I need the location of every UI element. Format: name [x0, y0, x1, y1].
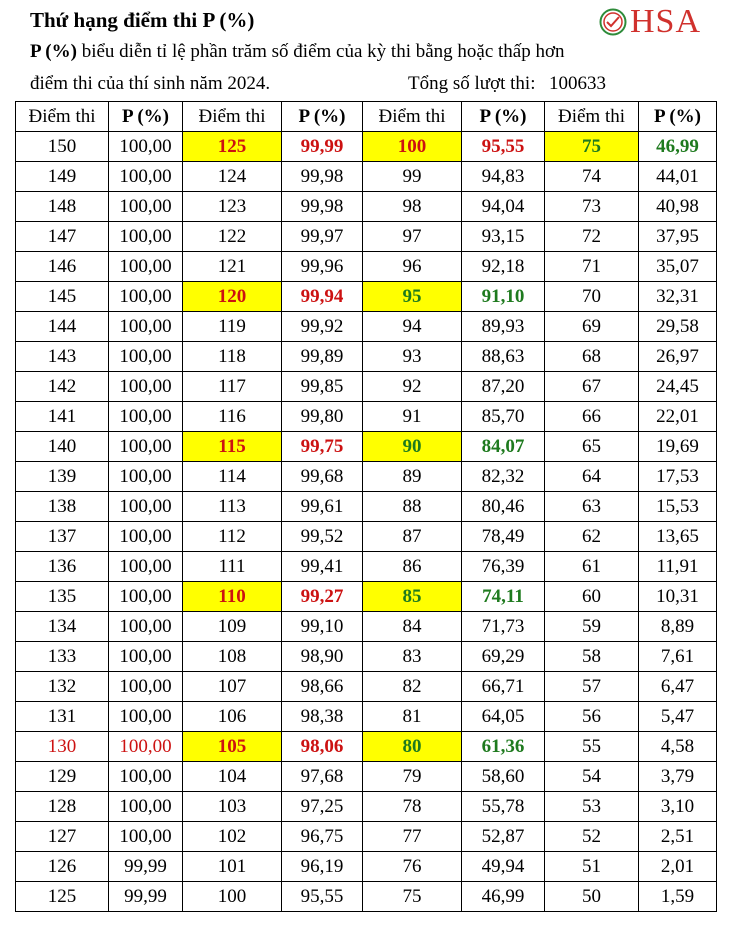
percent-cell: 15,53	[639, 492, 717, 522]
percent-cell: 99,85	[282, 372, 363, 402]
percent-cell: 8,89	[639, 612, 717, 642]
score-table	[15, 101, 717, 912]
description	[30, 38, 720, 66]
score-cell: 126	[16, 852, 109, 882]
percent-cell: 100,00	[109, 642, 183, 672]
score-cell: 146	[16, 252, 109, 282]
score-cell: 116	[183, 402, 282, 432]
score-cell: 111	[183, 552, 282, 582]
score-cell: 105	[183, 732, 282, 762]
percent-cell: 19,69	[639, 432, 717, 462]
percent-cell: 7,61	[639, 642, 717, 672]
total-value: 100633	[549, 73, 606, 94]
percent-cell: 22,01	[639, 402, 717, 432]
description-rest: biểu diễn tỉ lệ phần trăm số điểm của kỳ thi bằng hoặc thấp hơn	[76, 41, 565, 62]
score-cell: 87	[363, 522, 462, 552]
percent-cell: 100,00	[109, 552, 183, 582]
percent-cell: 26,97	[639, 342, 717, 372]
table-row	[16, 282, 717, 312]
percent-cell: 100,00	[109, 822, 183, 852]
score-cell: 62	[545, 522, 639, 552]
score-cell: 150	[16, 132, 109, 162]
percent-cell: 11,91	[639, 552, 717, 582]
score-cell: 118	[183, 342, 282, 372]
percent-cell: 97,25	[282, 792, 363, 822]
score-cell: 140	[16, 432, 109, 462]
percent-cell: 100,00	[109, 252, 183, 282]
percent-cell: 100,00	[109, 582, 183, 612]
percent-cell: 52,87	[462, 822, 545, 852]
score-cell: 103	[183, 792, 282, 822]
total-label: Tổng số lượt thi:	[408, 73, 536, 94]
percent-cell: 1,59	[639, 882, 717, 912]
table-row	[16, 882, 717, 912]
table-row	[16, 852, 717, 882]
hsa-logo	[598, 4, 701, 40]
percent-cell: 3,10	[639, 792, 717, 822]
percent-cell: 91,10	[462, 282, 545, 312]
table-row	[16, 642, 717, 672]
percent-cell: 99,99	[109, 882, 183, 912]
percent-cell: 95,55	[282, 882, 363, 912]
score-cell: 139	[16, 462, 109, 492]
percent-cell: 100,00	[109, 132, 183, 162]
percent-cell: 99,98	[282, 192, 363, 222]
score-cell: 99	[363, 162, 462, 192]
score-cell: 109	[183, 612, 282, 642]
table-row	[16, 402, 717, 432]
score-cell: 91	[363, 402, 462, 432]
score-cell: 108	[183, 642, 282, 672]
percent-cell: 2,51	[639, 822, 717, 852]
hsa-emblem-icon	[598, 7, 628, 37]
score-cell: 77	[363, 822, 462, 852]
percent-cell: 69,29	[462, 642, 545, 672]
score-cell: 104	[183, 762, 282, 792]
percent-cell: 98,90	[282, 642, 363, 672]
score-cell: 71	[545, 252, 639, 282]
score-cell: 75	[363, 882, 462, 912]
percent-cell: 37,95	[639, 222, 717, 252]
score-cell: 100	[183, 882, 282, 912]
percent-cell: 55,78	[462, 792, 545, 822]
table-row	[16, 132, 717, 162]
score-cell: 92	[363, 372, 462, 402]
score-cell: 64	[545, 462, 639, 492]
percent-cell: 35,07	[639, 252, 717, 282]
percent-cell: 100,00	[109, 672, 183, 702]
percent-cell: 97,68	[282, 762, 363, 792]
table-row	[16, 252, 717, 282]
table-row	[16, 582, 717, 612]
percent-cell: 80,46	[462, 492, 545, 522]
percent-cell: 100,00	[109, 372, 183, 402]
table-row	[16, 312, 717, 342]
percent-cell: 100,00	[109, 402, 183, 432]
score-cell: 138	[16, 492, 109, 522]
description-bold: P (%)	[30, 41, 77, 62]
score-cell: 137	[16, 522, 109, 552]
score-cell: 113	[183, 492, 282, 522]
percent-cell: 100,00	[109, 762, 183, 792]
score-cell: 145	[16, 282, 109, 312]
percent-cell: 49,94	[462, 852, 545, 882]
score-cell: 66	[545, 402, 639, 432]
score-cell: 129	[16, 762, 109, 792]
percent-cell: 58,60	[462, 762, 545, 792]
header-cell: Điểm thi	[545, 102, 639, 132]
score-cell: 53	[545, 792, 639, 822]
percent-cell: 95,55	[462, 132, 545, 162]
score-cell: 127	[16, 822, 109, 852]
percent-cell: 46,99	[462, 882, 545, 912]
percent-cell: 87,20	[462, 372, 545, 402]
score-cell: 106	[183, 702, 282, 732]
score-cell: 93	[363, 342, 462, 372]
score-cell: 148	[16, 192, 109, 222]
table-row	[16, 432, 717, 462]
score-cell: 81	[363, 702, 462, 732]
score-cell: 136	[16, 552, 109, 582]
table-row	[16, 732, 717, 762]
table-row	[16, 552, 717, 582]
score-cell: 50	[545, 882, 639, 912]
percent-cell: 66,71	[462, 672, 545, 702]
percent-cell: 99,98	[282, 162, 363, 192]
logo-text: HSA	[630, 3, 702, 40]
score-cell: 56	[545, 702, 639, 732]
percent-cell: 99,75	[282, 432, 363, 462]
percent-cell: 100,00	[109, 462, 183, 492]
percent-cell: 13,65	[639, 522, 717, 552]
table-row	[16, 492, 717, 522]
percent-cell: 74,11	[462, 582, 545, 612]
percent-cell: 99,41	[282, 552, 363, 582]
score-cell: 51	[545, 852, 639, 882]
percent-cell: 89,93	[462, 312, 545, 342]
percent-cell: 24,45	[639, 372, 717, 402]
score-cell: 83	[363, 642, 462, 672]
percent-cell: 99,27	[282, 582, 363, 612]
score-cell: 52	[545, 822, 639, 852]
score-cell: 72	[545, 222, 639, 252]
score-cell: 98	[363, 192, 462, 222]
score-cell: 142	[16, 372, 109, 402]
score-cell: 143	[16, 342, 109, 372]
score-cell: 94	[363, 312, 462, 342]
percent-cell: 100,00	[109, 192, 183, 222]
table-header-row	[16, 102, 717, 132]
table-row	[16, 372, 717, 402]
score-cell: 100	[363, 132, 462, 162]
percent-cell: 100,00	[109, 282, 183, 312]
percent-cell: 98,06	[282, 732, 363, 762]
score-cell: 141	[16, 402, 109, 432]
percent-cell: 99,94	[282, 282, 363, 312]
score-cell: 67	[545, 372, 639, 402]
percent-cell: 94,83	[462, 162, 545, 192]
score-cell: 88	[363, 492, 462, 522]
percent-cell: 100,00	[109, 222, 183, 252]
header-cell: P (%)	[282, 102, 363, 132]
table-row	[16, 192, 717, 222]
table-row	[16, 672, 717, 702]
table-body	[16, 132, 717, 912]
score-cell: 110	[183, 582, 282, 612]
table-row	[16, 162, 717, 192]
score-cell: 68	[545, 342, 639, 372]
score-cell: 73	[545, 192, 639, 222]
percent-cell: 100,00	[109, 492, 183, 522]
score-cell: 132	[16, 672, 109, 702]
score-cell: 134	[16, 612, 109, 642]
score-cell: 65	[545, 432, 639, 462]
score-cell: 128	[16, 792, 109, 822]
page-title: Thứ hạng điểm thi P (%)	[30, 8, 255, 32]
percent-cell: 78,49	[462, 522, 545, 552]
percent-cell: 98,66	[282, 672, 363, 702]
score-cell: 101	[183, 852, 282, 882]
percent-cell: 99,96	[282, 252, 363, 282]
percent-cell: 40,98	[639, 192, 717, 222]
score-cell: 80	[363, 732, 462, 762]
percent-cell: 99,80	[282, 402, 363, 432]
score-cell: 63	[545, 492, 639, 522]
percent-cell: 100,00	[109, 312, 183, 342]
header-cell: Điểm thi	[16, 102, 109, 132]
table-row	[16, 822, 717, 852]
percent-cell: 92,18	[462, 252, 545, 282]
table-row	[16, 522, 717, 552]
score-cell: 121	[183, 252, 282, 282]
percent-cell: 10,31	[639, 582, 717, 612]
percent-cell: 100,00	[109, 342, 183, 372]
percent-cell: 100,00	[109, 702, 183, 732]
percent-cell: 3,79	[639, 762, 717, 792]
score-cell: 54	[545, 762, 639, 792]
percent-cell: 99,61	[282, 492, 363, 522]
header-cell: Điểm thi	[363, 102, 462, 132]
percent-cell: 100,00	[109, 612, 183, 642]
table-row	[16, 702, 717, 732]
score-cell: 60	[545, 582, 639, 612]
score-cell: 61	[545, 552, 639, 582]
score-cell: 131	[16, 702, 109, 732]
score-cell: 119	[183, 312, 282, 342]
percent-cell: 100,00	[109, 522, 183, 552]
percent-cell: 99,10	[282, 612, 363, 642]
score-cell: 107	[183, 672, 282, 702]
score-cell: 144	[16, 312, 109, 342]
score-cell: 86	[363, 552, 462, 582]
percent-cell: 64,05	[462, 702, 545, 732]
description-line2-row	[30, 70, 720, 98]
score-cell: 84	[363, 612, 462, 642]
percent-cell: 99,99	[109, 852, 183, 882]
percent-cell: 71,73	[462, 612, 545, 642]
percent-cell: 99,99	[282, 132, 363, 162]
score-cell: 147	[16, 222, 109, 252]
score-cell: 78	[363, 792, 462, 822]
table-row	[16, 762, 717, 792]
table-row	[16, 612, 717, 642]
score-cell: 123	[183, 192, 282, 222]
percent-cell: 76,39	[462, 552, 545, 582]
score-cell: 122	[183, 222, 282, 252]
score-cell: 79	[363, 762, 462, 792]
score-cell: 55	[545, 732, 639, 762]
percent-cell: 29,58	[639, 312, 717, 342]
table-row	[16, 222, 717, 252]
score-cell: 70	[545, 282, 639, 312]
score-cell: 59	[545, 612, 639, 642]
percent-cell: 46,99	[639, 132, 717, 162]
score-cell: 85	[363, 582, 462, 612]
score-cell: 97	[363, 222, 462, 252]
score-cell: 130	[16, 732, 109, 762]
score-cell: 89	[363, 462, 462, 492]
score-cell: 95	[363, 282, 462, 312]
percent-cell: 100,00	[109, 432, 183, 462]
score-cell: 125	[16, 882, 109, 912]
percent-cell: 2,01	[639, 852, 717, 882]
score-cell: 76	[363, 852, 462, 882]
percent-cell: 96,75	[282, 822, 363, 852]
header-cell: Điểm thi	[183, 102, 282, 132]
percent-cell: 99,89	[282, 342, 363, 372]
description-line2: điểm thi của thí sinh năm 2024.	[30, 73, 271, 94]
percent-cell: 96,19	[282, 852, 363, 882]
score-cell: 135	[16, 582, 109, 612]
score-cell: 96	[363, 252, 462, 282]
percent-cell: 99,92	[282, 312, 363, 342]
header-cell: P (%)	[639, 102, 717, 132]
percent-cell: 17,53	[639, 462, 717, 492]
percent-cell: 99,97	[282, 222, 363, 252]
percent-cell: 99,68	[282, 462, 363, 492]
percent-cell: 84,07	[462, 432, 545, 462]
score-cell: 90	[363, 432, 462, 462]
score-cell: 57	[545, 672, 639, 702]
score-cell: 120	[183, 282, 282, 312]
percent-cell: 100,00	[109, 792, 183, 822]
percent-cell: 98,38	[282, 702, 363, 732]
score-cell: 58	[545, 642, 639, 672]
percent-cell: 100,00	[109, 732, 183, 762]
percent-cell: 85,70	[462, 402, 545, 432]
score-cell: 133	[16, 642, 109, 672]
header-cell: P (%)	[109, 102, 183, 132]
score-cell: 149	[16, 162, 109, 192]
table-row	[16, 792, 717, 822]
score-cell: 112	[183, 522, 282, 552]
percent-cell: 88,63	[462, 342, 545, 372]
percent-cell: 5,47	[639, 702, 717, 732]
percent-cell: 94,04	[462, 192, 545, 222]
score-cell: 124	[183, 162, 282, 192]
percent-cell: 6,47	[639, 672, 717, 702]
score-cell: 82	[363, 672, 462, 702]
score-cell: 69	[545, 312, 639, 342]
score-cell: 75	[545, 132, 639, 162]
header-cell: P (%)	[462, 102, 545, 132]
percent-cell: 100,00	[109, 162, 183, 192]
percent-cell: 99,52	[282, 522, 363, 552]
percent-cell: 4,58	[639, 732, 717, 762]
score-cell: 102	[183, 822, 282, 852]
percent-cell: 82,32	[462, 462, 545, 492]
score-cell: 115	[183, 432, 282, 462]
percent-cell: 93,15	[462, 222, 545, 252]
table-row	[16, 462, 717, 492]
score-cell: 125	[183, 132, 282, 162]
percent-cell: 32,31	[639, 282, 717, 312]
percent-cell: 44,01	[639, 162, 717, 192]
table-row	[16, 342, 717, 372]
percent-cell: 61,36	[462, 732, 545, 762]
score-cell: 117	[183, 372, 282, 402]
score-cell: 114	[183, 462, 282, 492]
score-cell: 74	[545, 162, 639, 192]
